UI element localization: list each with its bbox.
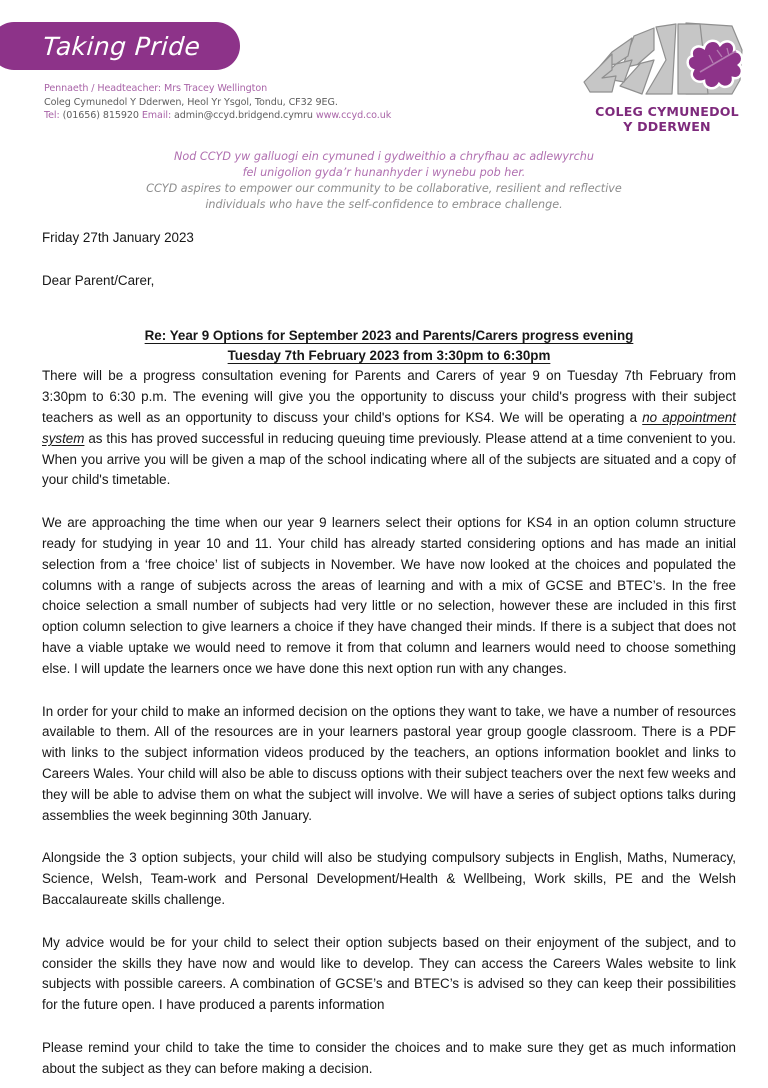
oak-leaf-icon	[688, 41, 743, 89]
oak-fan-logo-icon	[582, 20, 752, 106]
paragraph-3: In order for your child to make an informed decision on the options they want to take, we have a number of resources available to them. All of the resources are in your learners pastoral year group google classroom. There is a PDF with links to the subject information videos produced by the teachers, an options information booklet and links to Careers Wales. Your child will also be able to discuss options with their subject teachers over the next few weeks and they will be able to advise them on what the subject will involve. We will have a series of subject options talks during assemblies the week beginning 30th January.	[42, 703, 736, 823]
headteacher-label: Pennaeth / Headteacher:	[44, 83, 162, 94]
mission-welsh-line-1: Nod CCYD yw galluogi ein cymuned i gydweithio a chryfhau ac adlewyrchu	[174, 150, 594, 163]
paragraph-1-emphasis: no appointment system	[42, 410, 736, 446]
letter-body	[42, 228, 736, 1080]
subject-line-1: Re: Year 9 Options for September 2023 and Parents/Carers progress evening	[144, 327, 634, 343]
paragraph-5: My advice would be for your child to select their option subjects based on their enjoyment of the subject, and to consider the skills they have now and would like to develop. They can access the Careers Wales website to link subjects with possible careers. A combination of GCSE’s and BTEC’s is advised so they can keep their possibilities for the future open. I have produced a parents information	[42, 934, 736, 1013]
headteacher-name: Mrs Tracey Wellington	[161, 83, 268, 94]
mission-statement	[0, 149, 768, 213]
paragraph-6: Please remind your child to take the time to consider the choices and to make sure they get as much information about the subject as they can before making a decision.	[42, 1039, 736, 1076]
logo-wordmark-line2: Y DDERWEN	[623, 119, 711, 134]
school-logo	[568, 20, 766, 148]
subject-line-2: Tuesday 7th February 2023 from 3:30pm to 6:30pm	[227, 348, 551, 363]
phone-email-web-line	[44, 109, 391, 123]
paragraph-1-part-2: as this has proved successful in reducing queuing time previously. Please attend at a time convenient to you. When you arrive you will be given a map of the school indicating where all of the subjects are situated and a copy of your child's timetable.	[42, 430, 736, 488]
tel-value: (01656) 815920	[59, 110, 142, 121]
mission-english-line-1: CCYD aspires to empower our community to be collaborative, resilient and reflective	[146, 182, 622, 195]
tel-label: Tel:	[44, 110, 60, 121]
school-contact-details	[44, 82, 391, 123]
email-value: admin@ccyd.bridgend.cymru	[171, 110, 316, 121]
mission-english-line-2: individuals who have the self-confidence to embrace challenge.	[205, 198, 563, 211]
mission-welsh-line-2: fel unigolion gyda’r hunanhyder i wynebu pob her.	[242, 166, 526, 179]
website-link[interactable]: www.ccyd.co.uk	[315, 110, 392, 121]
spacer-after-date	[42, 249, 736, 271]
school-address: Coleg Cymunedol Y Dderwen, Heol Yr Ysgol, Tondu, CF32 9EG.	[44, 96, 338, 108]
email-label: Email:	[141, 110, 172, 121]
headteacher-line	[44, 82, 391, 96]
letter-subject-heading	[42, 326, 736, 367]
paragraph-1-part-1: There will be a progress consultation evening for Parents and Carers of year 9 on Tuesday 7th February from 3:30pm to 6:30 p.m. The evening will give you the opportunity to discuss your child's progress with their subject teachers as well as an opportunity to discuss your child's options for KS4. We will be operating a	[42, 368, 736, 425]
logo-wordmark	[568, 104, 766, 134]
logo-wordmark-line1: COLEG CYMUNEDOL	[595, 104, 739, 119]
paragraph-1	[42, 366, 736, 491]
letter-date: Friday 27th January 2023	[42, 230, 194, 245]
paragraph-2: We are approaching the time when our year 9 learners select their options for KS4 in an option column structure ready for studying in year 10 and 11. Your child has already started considering options and has made an initial selection from a ‘free choice’ list of subjects in November. We have now looked at the choices and populated the columns with a range of subjects across the areas of learning and with a mix of GCSE and BTEC’s. In the free choice selection a small number of subjects had very little or no selection, however these are included in this first option column selection to give learners a choice if they have changed their minds. If there is a subject that does not have a viable uptake we would need to remove it from that column and learners would need to choose something else. I will update the learners once we have done this next option run with any changes.	[42, 515, 736, 676]
taking-pride-banner-text: Taking Pride	[42, 31, 202, 61]
letterhead	[0, 0, 768, 145]
taking-pride-banner	[0, 22, 240, 70]
letter-salutation: Dear Parent/Carer,	[42, 272, 155, 288]
paragraph-4: Alongside the 3 option subjects, your child will also be studying compulsory subjects in English, Maths, Numeracy, Science, Welsh, Team-work and Personal Development/Health & Wellbeing, Work skills, PE and the Welsh Baccalaureate skills challenge.	[42, 850, 736, 907]
